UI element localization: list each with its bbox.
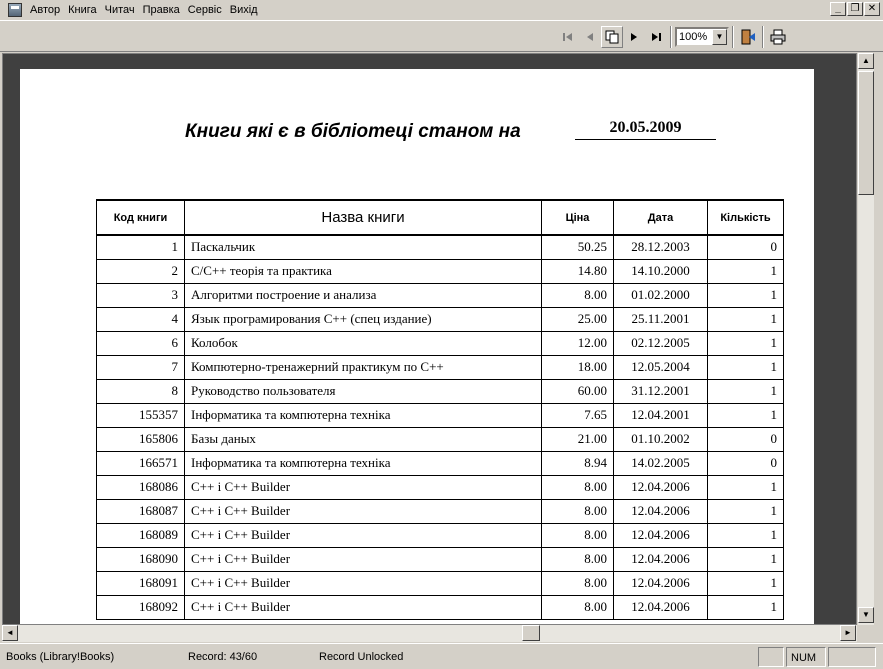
cell-qty: 1 xyxy=(708,547,784,571)
exit-door-icon xyxy=(740,29,756,45)
cell-qty: 1 xyxy=(708,379,784,403)
cell-name: Компютерно-тренажерний практикум по С++ xyxy=(185,355,542,379)
status-empty-panel-2 xyxy=(828,647,876,667)
cell-date: 01.02.2000 xyxy=(614,283,708,307)
scroll-right-icon[interactable]: ► xyxy=(840,625,856,641)
cell-code: 155357 xyxy=(97,403,185,427)
scroll-down-icon[interactable]: ▼ xyxy=(858,607,874,623)
menu-bar xyxy=(0,0,883,20)
cell-name: С++ і С++ Builder xyxy=(185,547,542,571)
last-page-icon xyxy=(650,31,662,43)
app-icon[interactable] xyxy=(8,3,22,17)
menu-item-service[interactable]: Сервіс xyxy=(187,4,222,16)
cell-name: Базы даных xyxy=(185,427,542,451)
cell-code: 168087 xyxy=(97,499,185,523)
cell-name: Алгоритми построение и анализа xyxy=(185,283,542,307)
scrollbar-corner xyxy=(857,625,874,642)
cell-date: 12.04.2006 xyxy=(614,475,708,499)
cell-price: 21.00 xyxy=(542,427,614,451)
cell-name: С++ і С++ Builder xyxy=(185,475,542,499)
cell-date: 01.10.2002 xyxy=(614,427,708,451)
multi-page-button[interactable] xyxy=(601,26,623,48)
cell-price: 8.00 xyxy=(542,499,614,523)
cell-code: 168089 xyxy=(97,523,185,547)
cell-qty: 1 xyxy=(708,523,784,547)
cell-price: 8.00 xyxy=(542,475,614,499)
cell-name: Інформатика та компютерна техніка xyxy=(185,403,542,427)
status-table: Books (Library!Books) xyxy=(6,651,115,663)
next-page-button[interactable] xyxy=(623,26,645,48)
cell-price: 50.25 xyxy=(542,235,614,259)
table-row xyxy=(97,307,784,331)
window-controls xyxy=(830,2,880,16)
menu-item-reader[interactable]: Читач xyxy=(104,4,135,16)
status-lock: Record Unlocked xyxy=(319,651,404,663)
cell-date: 12.05.2004 xyxy=(614,355,708,379)
menu-item-edit[interactable]: Правка xyxy=(142,4,180,16)
table-header-row xyxy=(97,200,784,235)
cell-date: 12.04.2006 xyxy=(614,595,708,619)
cell-date: 02.12.2005 xyxy=(614,331,708,355)
toolbar-separator xyxy=(762,26,764,48)
header-name: Назва книги xyxy=(185,200,542,235)
cell-name: С++ і С++ Builder xyxy=(185,595,542,619)
cell-price: 8.94 xyxy=(542,451,614,475)
table-row xyxy=(97,403,784,427)
cell-qty: 1 xyxy=(708,259,784,283)
cell-date: 12.04.2006 xyxy=(614,571,708,595)
minimize-button[interactable]: _ xyxy=(830,2,846,16)
cell-qty: 1 xyxy=(708,307,784,331)
zoom-select[interactable] xyxy=(675,27,729,47)
cell-name: Паскальчик xyxy=(185,235,542,259)
menu-item-author[interactable]: Автор xyxy=(30,4,61,16)
scroll-left-icon[interactable]: ◄ xyxy=(2,625,18,641)
table-row xyxy=(97,427,784,451)
first-page-button[interactable] xyxy=(557,26,579,48)
print-button[interactable] xyxy=(767,26,789,48)
close-button[interactable]: ✕ xyxy=(864,2,880,16)
status-record: Record: 43/60 xyxy=(188,651,258,663)
scroll-up-icon[interactable]: ▲ xyxy=(858,53,874,69)
cell-price: 25.00 xyxy=(542,307,614,331)
table-row xyxy=(97,259,784,283)
cell-code: 7 xyxy=(97,355,185,379)
cell-price: 8.00 xyxy=(542,283,614,307)
table-row xyxy=(97,451,784,475)
table-row xyxy=(97,547,784,571)
status-empty-panel xyxy=(758,647,784,667)
cell-qty: 1 xyxy=(708,595,784,619)
cell-price: 8.00 xyxy=(542,523,614,547)
cell-date: 12.04.2006 xyxy=(614,499,708,523)
cell-price: 8.00 xyxy=(542,595,614,619)
chevron-down-icon[interactable]: ▼ xyxy=(712,29,727,45)
cell-price: 18.00 xyxy=(542,355,614,379)
table-row xyxy=(97,523,784,547)
menu-item-exit[interactable]: Вихід xyxy=(229,4,258,16)
cell-qty: 0 xyxy=(708,427,784,451)
table-row xyxy=(97,355,784,379)
cell-code: 166571 xyxy=(97,451,185,475)
cell-name: С++ і С++ Builder xyxy=(185,523,542,547)
cell-code: 4 xyxy=(97,307,185,331)
cell-qty: 0 xyxy=(708,451,784,475)
printer-icon xyxy=(770,29,786,45)
cell-name: С++ і С++ Builder xyxy=(185,499,542,523)
vertical-scroll-thumb[interactable] xyxy=(858,71,874,195)
prev-page-button[interactable] xyxy=(579,26,601,48)
cell-name: С++ і С++ Builder xyxy=(185,571,542,595)
cell-code: 165806 xyxy=(97,427,185,451)
cell-qty: 1 xyxy=(708,283,784,307)
cell-name: C/C++ теорія та практика xyxy=(185,259,542,283)
cell-name: Інформатика та компютерна техніка xyxy=(185,451,542,475)
menu-item-book[interactable]: Книга xyxy=(68,4,97,16)
books-table xyxy=(96,199,784,620)
cell-code: 3 xyxy=(97,283,185,307)
header-price: Ціна xyxy=(542,200,614,235)
cell-code: 2 xyxy=(97,259,185,283)
cell-date: 12.04.2006 xyxy=(614,523,708,547)
last-page-button[interactable] xyxy=(645,26,667,48)
cell-price: 8.00 xyxy=(542,571,614,595)
prev-page-icon xyxy=(584,31,596,43)
cell-qty: 0 xyxy=(708,235,784,259)
cell-qty: 1 xyxy=(708,331,784,355)
navigation-group xyxy=(557,25,789,49)
cell-name: Руководство пользователя xyxy=(185,379,542,403)
table-row xyxy=(97,379,784,403)
toolbar-separator xyxy=(732,26,734,48)
table-row xyxy=(97,595,784,619)
status-num: NUM xyxy=(786,647,826,667)
cell-price: 8.00 xyxy=(542,547,614,571)
cell-code: 168091 xyxy=(97,571,185,595)
cell-code: 8 xyxy=(97,379,185,403)
toolbar-separator xyxy=(670,26,672,48)
cell-name: Колобок xyxy=(185,331,542,355)
cell-qty: 1 xyxy=(708,355,784,379)
cell-code: 168092 xyxy=(97,595,185,619)
close-preview-button[interactable] xyxy=(737,26,759,48)
table-row xyxy=(97,283,784,307)
cell-date: 28.12.2003 xyxy=(614,235,708,259)
cell-qty: 1 xyxy=(708,475,784,499)
preview-area[interactable] xyxy=(2,53,857,625)
cell-date: 31.12.2001 xyxy=(614,379,708,403)
cell-price: 60.00 xyxy=(542,379,614,403)
pages-icon xyxy=(605,30,619,44)
cell-price: 7.65 xyxy=(542,403,614,427)
cell-code: 168086 xyxy=(97,475,185,499)
first-page-icon xyxy=(562,31,574,43)
zoom-value: 100% xyxy=(679,31,708,43)
cell-date: 25.11.2001 xyxy=(614,307,708,331)
cell-price: 14.80 xyxy=(542,259,614,283)
cell-qty: 1 xyxy=(708,571,784,595)
cell-code: 168090 xyxy=(97,547,185,571)
header-code: Код книги xyxy=(97,200,185,235)
cell-date: 14.10.2000 xyxy=(614,259,708,283)
header-qty: Кількість xyxy=(708,200,784,235)
table-row xyxy=(97,475,784,499)
cell-code: 1 xyxy=(97,235,185,259)
cell-qty: 1 xyxy=(708,499,784,523)
table-row xyxy=(97,331,784,355)
next-page-icon xyxy=(628,31,640,43)
cell-date: 12.04.2006 xyxy=(614,547,708,571)
preview-toolbar xyxy=(0,20,883,52)
table-row xyxy=(97,571,784,595)
cell-price: 12.00 xyxy=(542,331,614,355)
cell-qty: 1 xyxy=(708,403,784,427)
cell-code: 6 xyxy=(97,331,185,355)
report-date: 20.05.2009 xyxy=(575,119,716,140)
table-row xyxy=(97,235,784,259)
cell-date: 12.04.2001 xyxy=(614,403,708,427)
status-bar xyxy=(0,643,883,669)
report-page xyxy=(20,69,814,625)
report-title: Книги які є в бібліотеці станом на xyxy=(185,121,521,142)
horizontal-scrollbar[interactable] xyxy=(2,625,857,642)
restore-button[interactable]: ❐ xyxy=(847,2,863,16)
cell-name: Язык програмирования С++ (спец издание) xyxy=(185,307,542,331)
header-date: Дата xyxy=(614,200,708,235)
table-row xyxy=(97,499,784,523)
horizontal-scroll-thumb[interactable] xyxy=(522,625,540,641)
cell-date: 14.02.2005 xyxy=(614,451,708,475)
vertical-scrollbar[interactable] xyxy=(857,53,874,625)
